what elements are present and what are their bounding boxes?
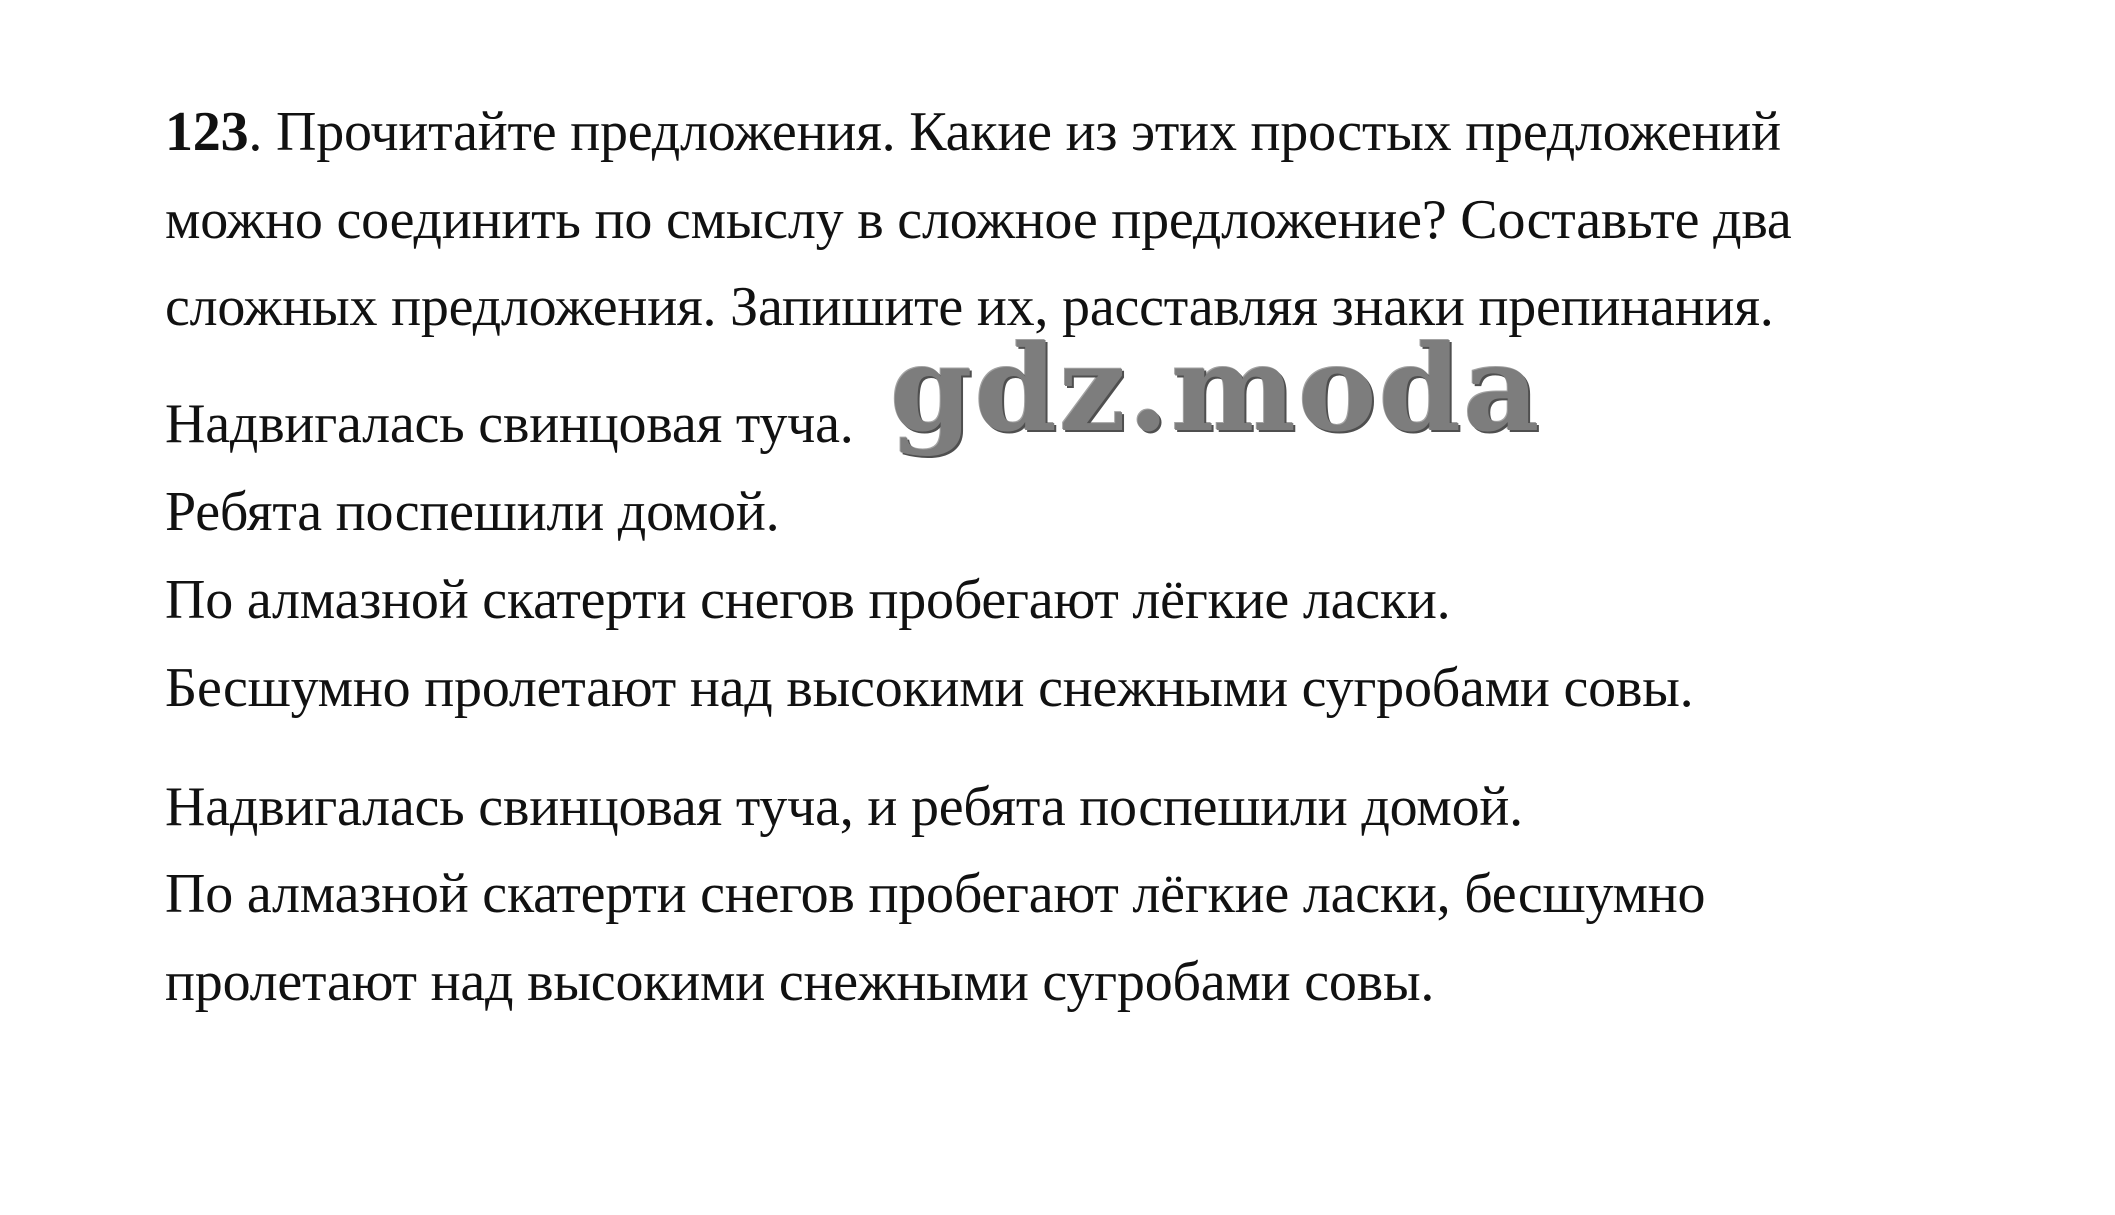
sentence-4: Бесшумно пролетают над высокими снежными сугробами совы. — [165, 657, 1694, 719]
exercise-instruction-line-3: сложных предложения. Запишите их, расставляя знаки препинания. — [165, 276, 1774, 338]
answer-line-3: пролетают над высокими снежными сугробами совы. — [165, 951, 1435, 1013]
exercise-number: 123 — [165, 101, 249, 163]
watermark: gdz.moda — [890, 319, 1542, 458]
sentence-1: Надвигалась свинцовая туча. — [165, 393, 854, 455]
instruction-text-1: . Прочитайте предложения. Какие из этих простых предложений — [248, 101, 1781, 163]
sentence-2: Ребята поспешили домой. — [165, 481, 780, 543]
answer-line-2: По алмазной скатерти снегов пробегают лёгкие ласки, бесшумно — [165, 863, 1706, 925]
exercise-instruction-line-1 — [165, 100, 1781, 164]
sentence-3: По алмазной скатерти снегов пробегают лёгкие ласки. — [165, 569, 1451, 631]
exercise-instruction-line-2: можно соединить по смыслу в сложное предложение? Составьте два — [165, 189, 1792, 251]
answer-line-1: Надвигалась свинцовая туча, и ребята поспешили домой. — [165, 776, 1523, 838]
